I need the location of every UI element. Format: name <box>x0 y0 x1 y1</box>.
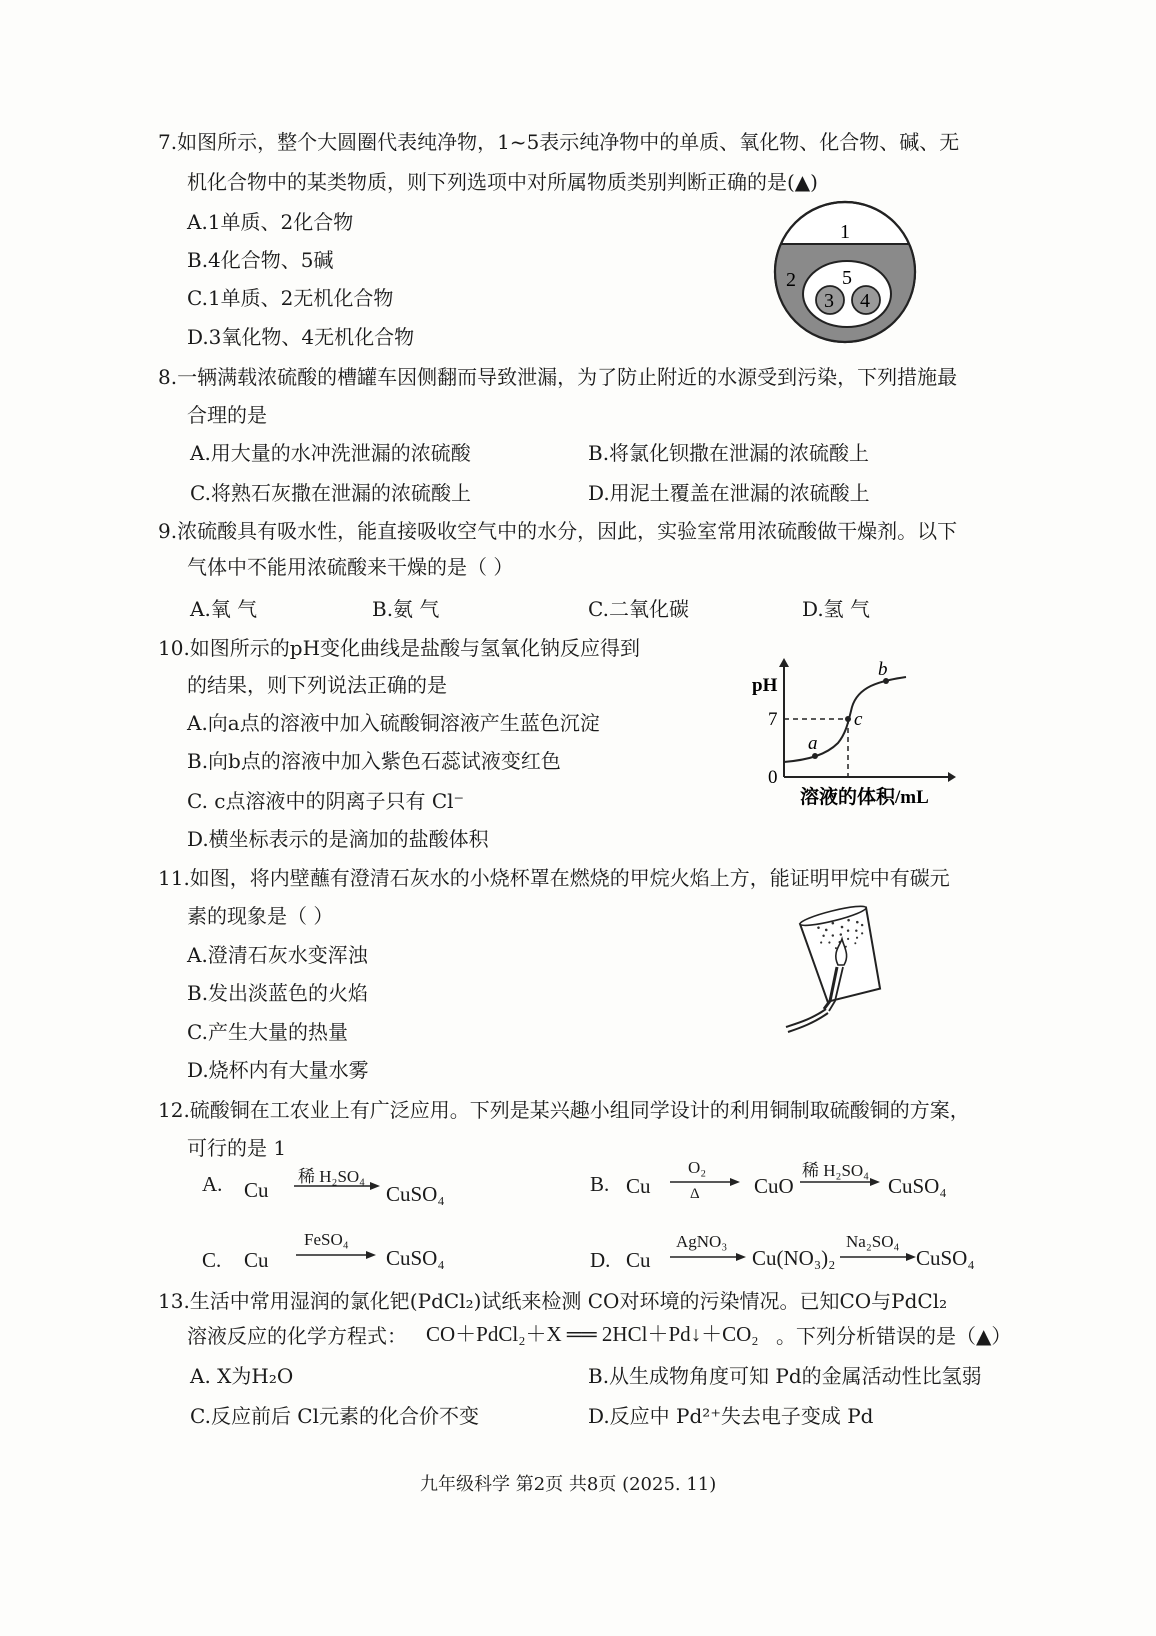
q13-option-a: A. X为H₂O <box>190 1364 294 1388</box>
q12-d-arrow1 <box>670 1251 746 1263</box>
q12-d-reagent1: AgNO₃ <box>676 1232 728 1251</box>
q12-d-mid: Cu(NO₃)₂ <box>752 1246 836 1270</box>
q12-d-reagent2: Na₂SO₄ <box>846 1232 900 1251</box>
q11-option-b: B.发出淡蓝色的火焰 <box>187 981 369 1005</box>
q12-a-arrow <box>294 1180 380 1192</box>
q12-b-reagent1: O₂ <box>688 1158 707 1177</box>
q13-option-b: B.从生成物角度可知 Pd的金属活动性比氢弱 <box>588 1364 982 1388</box>
origin-label: 0 <box>768 767 778 788</box>
q11-option-a: A.澄清石灰水变浑浊 <box>187 943 368 967</box>
q12-b-end: CuSO₄ <box>888 1174 947 1198</box>
q11-option-d: D.烧杯内有大量水雾 <box>187 1058 369 1082</box>
point-c <box>845 716 851 722</box>
q12-c-start: Cu <box>244 1248 269 1272</box>
q12-stem-line2: 可行的是 1 <box>187 1136 287 1160</box>
q12-a-reagent: 稀 H₂SO₄ <box>298 1167 366 1186</box>
region-label-1: 1 <box>840 221 850 243</box>
q9-option-a: A.氧 气 <box>190 597 258 621</box>
q13-equation: CO＋PdCl₂＋X ══ 2HCl＋Pd↓＋CO₂ <box>426 1322 759 1346</box>
ph-curve-figure <box>748 655 958 810</box>
q9-option-b: B.氨 气 <box>372 597 440 621</box>
region-label-2: 2 <box>786 269 796 291</box>
q12-b-arrow1 <box>670 1176 740 1188</box>
y-tick-7: 7 <box>768 709 778 730</box>
q12-d-arrow2 <box>840 1251 916 1263</box>
q13-stem-line1: 13.生活中常用湿润的氯化钯(PdCl₂)试纸来检测 CO对环境的污染情况。已知CO与PdCl₂ <box>158 1289 948 1313</box>
q11-stem-line2: 素的现象是（ ） <box>187 904 334 928</box>
q12-b-reagent2: 稀 H₂SO₄ <box>802 1161 870 1180</box>
q13-option-c: C.反应前后 Cl元素的化合价不变 <box>190 1404 480 1428</box>
q12-a-end: CuSO₄ <box>386 1182 445 1206</box>
point-label-b: b <box>878 659 888 680</box>
q8-option-b: B.将氯化钡撒在泄漏的浓硫酸上 <box>588 441 870 465</box>
q9-option-d: D.氢 气 <box>802 597 871 621</box>
q10-option-a: A.向a点的溶液中加入硫酸铜溶液产生蓝色沉淀 <box>187 711 600 735</box>
q8-stem-line1: 8.一辆满载浓硫酸的槽罐车因侧翻而导致泄漏，为了防止附近的水源受到污染，下列措施最 <box>158 365 958 389</box>
region-label-5: 5 <box>842 267 852 289</box>
q11-option-c: C.产生大量的热量 <box>187 1020 348 1044</box>
q10-stem-line2: 的结果，则下列说法正确的是 <box>187 673 447 697</box>
q12-option-d-label: D. <box>590 1248 611 1272</box>
q8-option-a: A.用大量的水冲洗泄漏的浓硫酸 <box>190 441 471 465</box>
q13-stem-line2-suffix: 。下列分析错误的是（▲） <box>776 1324 1012 1348</box>
page-footer: 九年级科学 第2页 共8页 (2025. 11) <box>420 1474 717 1495</box>
q8-option-d: D.用泥土覆盖在泄漏的浓硫酸上 <box>588 481 870 505</box>
q7-stem-line2: 机化合物中的某类物质，则下列选项中对所属物质类别判断正确的是(▲) <box>187 170 818 194</box>
q8-option-c: C.将熟石灰撒在泄漏的浓硫酸上 <box>190 481 471 505</box>
q12-b-start: Cu <box>626 1174 651 1198</box>
q10-option-b: B.向b点的溶液中加入紫色石蕊试液变红色 <box>187 749 561 773</box>
q12-b-condition: Δ <box>690 1186 700 1202</box>
q7-option-c: C.1单质、2无机化合物 <box>187 286 394 310</box>
q12-a-start: Cu <box>244 1178 269 1202</box>
q12-option-c-label: C. <box>202 1248 222 1272</box>
q13-stem-line2-prefix: 溶液反应的化学方程式： <box>187 1324 407 1348</box>
q13-option-d: D.反应中 Pd²⁺失去电子变成 Pd <box>588 1404 874 1428</box>
y-axis-label: pH <box>752 675 778 696</box>
q9-stem-line1: 9.浓硫酸具有吸水性，能直接吸收空气中的水分，因此，实验室常用浓硫酸做干燥剂。以下 <box>158 519 958 543</box>
point-label-a: a <box>808 733 818 754</box>
q12-c-end: CuSO₄ <box>386 1246 445 1270</box>
q7-stem-line1: 7.如图所示，整个大圆圈代表纯净物，1~5表示纯净物中的单质、氧化物、化合物、碱、无 <box>158 130 960 154</box>
q12-stem-line1: 12.硫酸铜在工农业上有广泛应用。下列是某兴趣小组同学设计的利用铜制取硫酸铜的方案， <box>158 1098 970 1122</box>
q7-option-d: D.3氧化物、4无机化合物 <box>187 325 415 349</box>
q7-option-a: A.1单质、2化合物 <box>187 210 354 234</box>
q12-b-arrow2 <box>800 1176 880 1188</box>
q12-c-arrow <box>296 1249 376 1261</box>
q12-c-reagent: FeSO₄ <box>304 1230 349 1249</box>
q12-option-a-label: A. <box>202 1172 223 1196</box>
q7-option-b: B.4化合物、5碱 <box>187 248 334 272</box>
region-label-4: 4 <box>860 290 870 312</box>
q9-stem-line2: 气体中不能用浓硫酸来干燥的是（ ） <box>187 555 514 579</box>
q10-option-d: D.横坐标表示的是滴加的盐酸体积 <box>187 827 489 851</box>
q10-option-c: C. c点溶液中的阴离子只有 Cl⁻ <box>187 789 465 813</box>
classification-circle-diagram <box>770 198 920 346</box>
q9-option-c: C.二氧化碳 <box>588 597 689 621</box>
region-label-3: 3 <box>824 290 834 312</box>
q12-d-end: CuSO₄ <box>916 1246 975 1270</box>
q11-stem-line1: 11.如图，将内壁蘸有澄清石灰水的小烧杯罩在燃烧的甲烷火焰上方，能证明甲烷中有碳元 <box>158 866 950 890</box>
point-label-c: c <box>854 709 863 730</box>
q12-d-start: Cu <box>626 1248 651 1272</box>
q12-option-b-label: B. <box>590 1172 610 1196</box>
x-axis-label: 溶液的体积/mL <box>800 787 929 808</box>
beaker-flame-figure <box>782 905 902 1035</box>
q10-stem-line1: 10.如图所示的pH变化曲线是盐酸与氢氧化钠反应得到 <box>158 636 641 660</box>
q12-b-mid: CuO <box>754 1174 794 1198</box>
q8-stem-line2: 合理的是 <box>187 403 267 427</box>
